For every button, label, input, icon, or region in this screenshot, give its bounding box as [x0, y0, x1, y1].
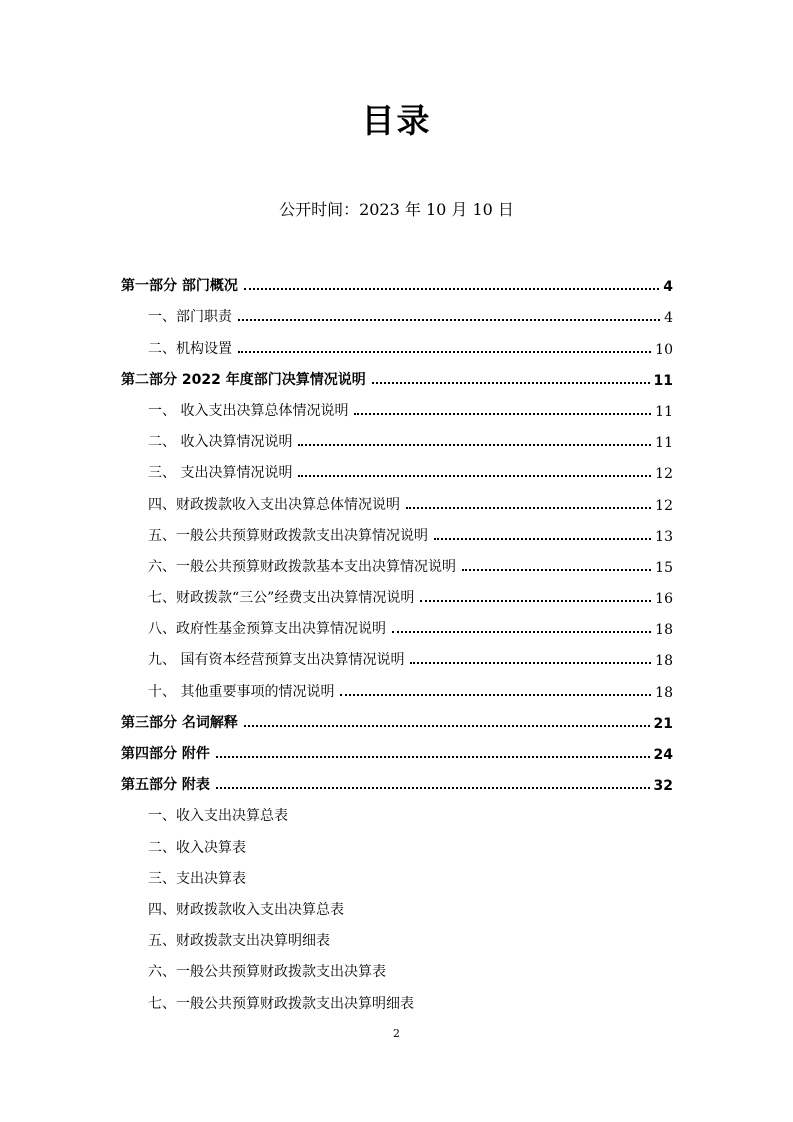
toc-dot-leader: [392, 631, 651, 633]
toc-entry-title: 第三部分 名词解释: [121, 714, 238, 731]
toc-subsection-entry: [121, 675, 673, 706]
toc-entry-title: 第一部分 部门概况: [121, 278, 238, 295]
toc-entry-page: 12: [655, 497, 673, 514]
toc-section-entry: [121, 270, 673, 301]
toc-section-entry: [121, 707, 673, 738]
toc-entry-page: 4: [664, 310, 673, 327]
toc-dot-leader: [354, 413, 651, 415]
toc-entry-title: 九、 国有资本经营预算支出决算情况说明: [148, 652, 405, 669]
toc-entry-page: 13: [655, 528, 673, 545]
toc-dot-leader: [238, 319, 660, 321]
toc-entry-title: 五、财政拨款支出决算明细表: [148, 933, 330, 950]
toc-dot-leader: [434, 538, 651, 540]
toc-subsection-entry: [121, 863, 673, 894]
toc-entry-page: 24: [653, 747, 673, 763]
toc-subsection-entry: [121, 488, 673, 519]
toc-entry-page: 18: [655, 684, 673, 701]
toc-subsection-entry: [121, 644, 673, 675]
toc-entry-title: 五、一般公共预算财政拨款支出决算情况说明: [148, 527, 428, 544]
toc-entry-title: 四、财政拨款收入支出决算总表: [148, 901, 344, 918]
toc-subsection-entry: [121, 395, 673, 426]
toc-subsection-entry: [121, 426, 673, 457]
toc-dot-leader: [462, 569, 651, 571]
toc-entry-page: 11: [655, 435, 673, 452]
toc-dot-leader: [238, 351, 651, 353]
toc-dot-leader: [244, 288, 659, 290]
toc-entry-title: 第五部分 附表: [121, 777, 210, 794]
toc-subsection-entry: [121, 520, 673, 551]
toc-dot-leader: [216, 756, 650, 758]
toc-entry-title: 一、收入支出决算总表: [148, 808, 288, 825]
toc-entry-page: 11: [655, 403, 673, 420]
toc-entry-title: 三、 支出决算情况说明: [148, 465, 293, 482]
toc-entry-title: 八、政府性基金预算支出决算情况说明: [148, 621, 386, 638]
toc-entry-title: 一、部门职责: [148, 309, 232, 326]
toc-entry-page: 16: [655, 591, 673, 608]
toc-subsection-entry: [121, 831, 673, 862]
toc-subsection-entry: [121, 301, 673, 332]
toc-entry-page: 4: [663, 279, 673, 296]
toc-subsection-entry: [121, 457, 673, 488]
toc-subsection-entry: [121, 332, 673, 363]
publish-date: 公开时间：2023 年 10 月 10 日: [279, 200, 514, 219]
toc-entry-title: 十、 其他重要事项的情况说明: [148, 683, 335, 700]
table-of-contents: [121, 270, 673, 1019]
toc-subsection-entry: [121, 925, 673, 956]
toc-entry-title: 六、一般公共预算财政拨款支出决算表: [148, 964, 386, 981]
toc-dot-leader: [410, 662, 651, 664]
toc-subsection-entry: [121, 582, 673, 613]
toc-dot-leader: [372, 382, 650, 384]
toc-entry-page: 18: [655, 653, 673, 670]
page-number: 2: [393, 1027, 400, 1040]
toc-entry-page: 32: [653, 778, 673, 795]
toc-dot-leader: [406, 507, 651, 509]
toc-subsection-entry: [121, 987, 673, 1018]
toc-entry-title: 三、支出决算表: [148, 870, 246, 887]
toc-section-entry: [121, 738, 673, 769]
toc-entry-title: 二、 收入决算情况说明: [148, 434, 293, 451]
toc-entry-page: 12: [655, 466, 673, 483]
toc-section-entry: [121, 364, 673, 395]
toc-entry-page: 15: [655, 559, 673, 576]
toc-subsection-entry: [121, 894, 673, 925]
toc-entry-title: 四、财政拨款收入支出决算总体情况说明: [148, 496, 400, 513]
toc-dot-leader: [298, 444, 651, 446]
toc-dot-leader: [340, 694, 651, 696]
toc-dot-leader: [420, 600, 651, 602]
toc-subsection-entry: [121, 551, 673, 582]
toc-entry-title: 一、 收入支出决算总体情况说明: [148, 402, 349, 419]
toc-subsection-entry: [121, 613, 673, 644]
toc-entry-title: 七、一般公共预算财政拨款支出决算明细表: [148, 995, 414, 1012]
toc-entry-page: 11: [653, 372, 673, 389]
toc-dot-leader: [216, 787, 650, 789]
toc-entry-title: 第四部分 附件: [121, 746, 210, 762]
toc-subsection-entry: [121, 800, 673, 831]
toc-dot-leader: [298, 475, 651, 477]
toc-entry-title: 二、收入决算表: [148, 839, 246, 856]
toc-entry-title: 六、一般公共预算财政拨款基本支出决算情况说明: [148, 558, 456, 575]
page-title: 目录: [361, 101, 432, 140]
toc-section-entry: [121, 769, 673, 800]
toc-entry-title: 七、财政拨款“三公”经费支出决算情况说明: [148, 590, 415, 607]
toc-entry-page: 10: [655, 341, 673, 358]
toc-entry-page: 21: [653, 715, 673, 732]
toc-entry-title: 二、机构设置: [148, 340, 232, 357]
toc-entry-page: 18: [655, 622, 673, 639]
toc-subsection-entry: [121, 956, 673, 987]
toc-dot-leader: [244, 725, 650, 727]
toc-entry-title: 第二部分 2022 年度部门决算情况说明: [121, 371, 366, 388]
